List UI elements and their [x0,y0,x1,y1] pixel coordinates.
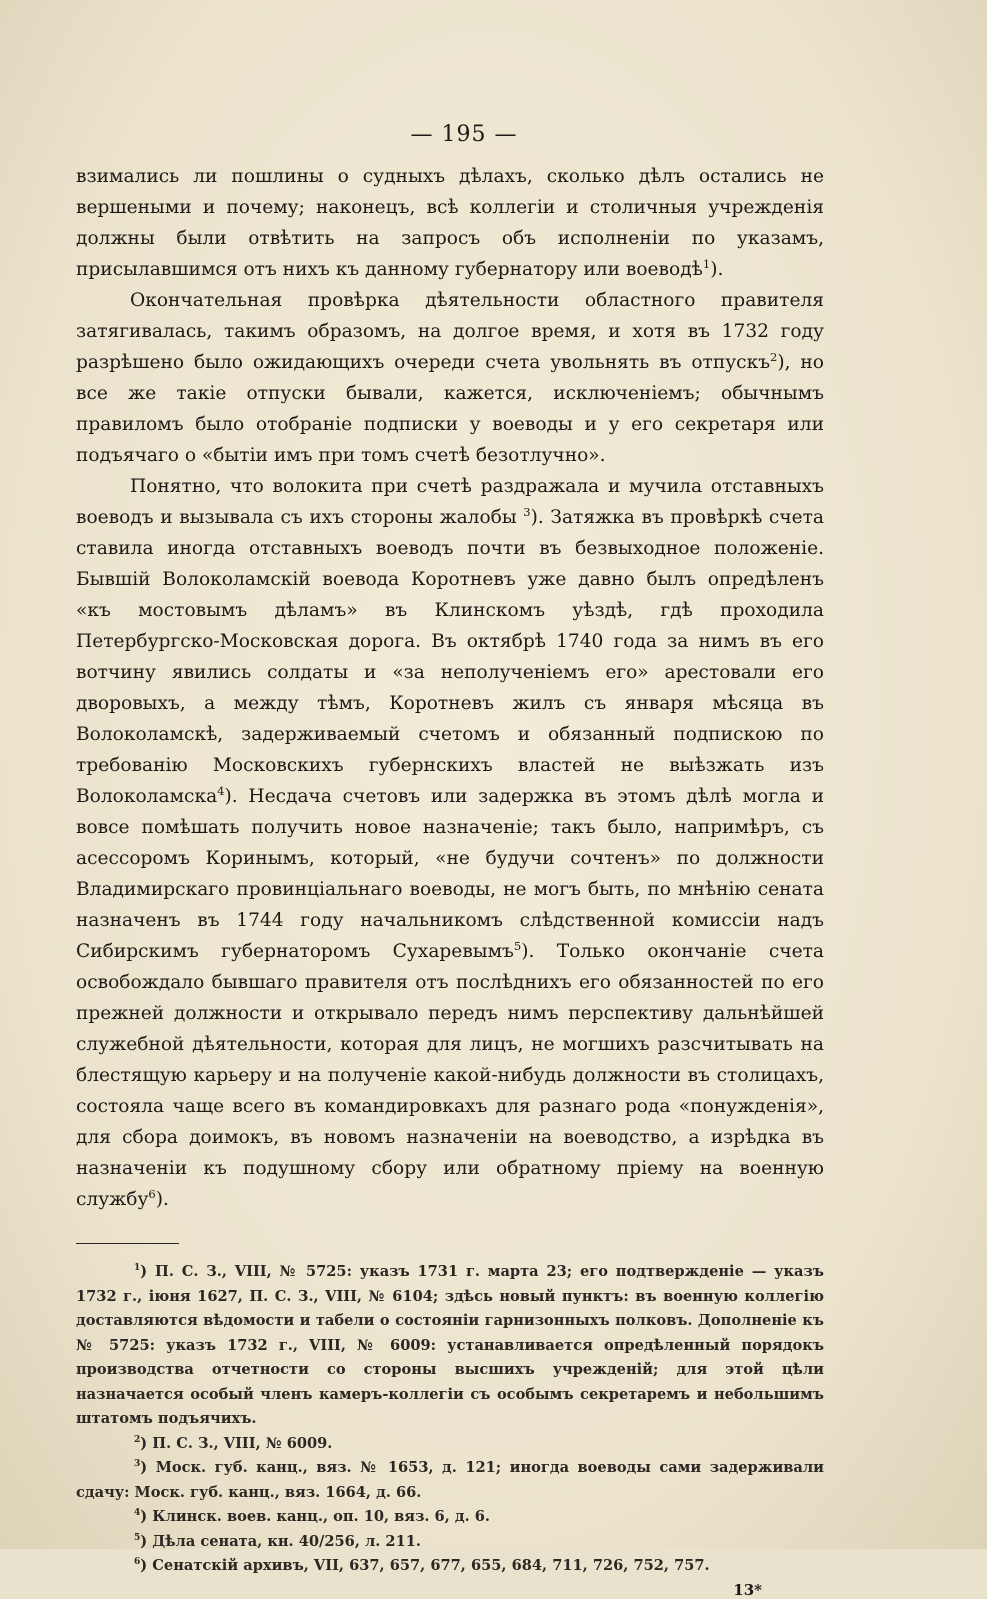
footnote-paren: ) [140,1557,153,1574]
body-text [76,161,824,1215]
footnote [76,1456,824,1505]
paragraph-text: Понятно, что волокита при счетѣ раздражала и мучила отставныхъ воеводъ и вызывала съ ихъ стороны жалобы [76,476,824,528]
paragraph-text: ). Несдача счетовъ или задержка въ этомъ дѣлѣ могла и вовсе помѣшать получить новое назначеніе; такъ было, напримѣръ, съ асессоромъ Коринымъ, который, «не будучи сочтенъ» по должности Владимирскаго провинціальнаго воеводы, не могъ быть, по мнѣнію сената назначенъ въ 1744 году начальникомъ слѣдственной комиссіи надъ Сибирскимъ губернаторомъ Сухаревымъ [76,786,824,962]
paragraph [76,161,824,285]
footnote-text: П. С. З., VIII, № 5725: указъ 1731 г. марта 23; его подтвержденіе — указъ 1732 г., іюня 1627, П. С. З., VIII, № 6104; здѣсь новый пунктъ: въ военную коллегію доставляются вѣдомости и табели о состояніи гарнизонныхъ полковъ. Дополненіе къ № 5725: указъ 1732 г., VIII, № 6009: устанавливается опредѣленный порядокъ производства отчетности со стороны высшихъ учрежденій; для этой цѣли назначается особый членъ камеръ-коллегіи съ особымъ секретаремъ и небольшимъ штатомъ подъячихъ. [76,1263,824,1427]
footnote-ref: 6 [148,1186,156,1201]
footnotes [76,1260,824,1579]
footnote-text: Клинск. воев. канц., оп. 10, вяз. 6, д. 6. [152,1508,490,1525]
footnote-text: Дѣла сената, кн. 40/256, л. 211. [152,1532,421,1550]
paragraph-text: ), но все же такіе отпуски бывали, кажется, исключеніемъ; обычнымъ правиломъ было отобраніе подписки у воеводы и у его секретаря или подъячаго о «бытіи имъ при томъ счетѣ безотлучно». [76,352,824,466]
signature-mark: 13* [733,1580,762,1599]
footnote-text: П. С. З., VIII, № 6009. [152,1434,333,1452]
paragraph-text: Окончательная провѣрка дѣятельности областного правителя затягивалась, такимъ образомъ, на долгое время, и хотя въ 1732 году разрѣшено было ожидающихъ очереди счета увольнять въ отпускъ [76,290,824,373]
footnote-number: 3 [134,1459,141,1470]
footnote-number: 4 [134,1508,141,1519]
footnote [76,1530,824,1555]
footnote-divider [76,1243,179,1244]
footnote [76,1260,824,1432]
footnote [76,1505,824,1530]
footnote-paren: ) [140,1508,153,1525]
paragraph-text: ). Только окончаніе счета освобождало бывшаго правителя отъ послѣднихъ его обязанностей по его прежней должности и открывало передъ нимъ перспективу дальнѣйшей служебной дѣятельности, которая для лицъ, не могшихъ разсчитывать на блестящую карьеру и на полученіе какой-нибудь должности въ столицахъ, состояла чаще всего въ командировкахъ для разнаго рода «понужденія», для сбора доимокъ, въ новомъ назначеніи на воеводство, а изрѣдка въ назначеніи къ подушному сбору или обратному пріему на военную службу [76,941,824,1210]
paragraph-text: ). [155,1189,169,1210]
page-content [76,122,824,1599]
footnote-number: 5 [134,1532,141,1543]
footnote-paren: ) [140,1434,153,1452]
paragraph-text: ). [710,259,724,280]
footnote-paren: ) [140,1532,153,1550]
paragraph [76,471,824,1215]
footnote-number: 2 [134,1434,141,1445]
footnote-number: 6 [134,1557,141,1568]
page-number: — 195 — [410,122,518,147]
footnote-ref: 1 [702,256,711,271]
footnote-ref: 5 [513,938,522,953]
paragraph-text: взимались ли пошлины о судныхъ дѣлахъ, сколько дѣлъ остались не вершеными и почему; наконецъ, всѣ коллегіи и столичныя учрежденія должны были отвѣтить на запросъ объ исполненіи по указамъ, присылавшимся отъ нихъ къ данному губернатору или воеводѣ [76,166,824,280]
footnote [76,1554,824,1579]
footnote-ref: 4 [217,783,225,798]
footnote-paren: ) [140,1263,156,1280]
paragraph-text: ). Затяжка въ провѣркѣ счета ставила иногда отставныхъ воеводъ почти въ безвыходное положеніе. Бывшій Волоколамскій воевода Коротневъ уже давно былъ опредѣленъ «къ мостовымъ дѣламъ» въ Клинскомъ уѣздѣ, гдѣ проходила Петербургско-Московская дорога. Въ октябрѣ 1740 года за нимъ въ его вотчину явились солдаты и «за неполученіемъ его» арестовали его дворовыхъ, а между тѣмъ, Коротневъ жилъ съ января мѣсяца въ Волоколамскѣ, задерживаемый счетомъ и обязанный подпискою по требованію Московскихъ губернскихъ властей не выѣзжать изъ Волоколамска [76,507,825,807]
footnote-number: 1 [134,1263,141,1274]
paragraph [76,285,824,471]
footnote [76,1432,824,1457]
footnote-paren: ) [140,1459,156,1476]
footnote-text: Моск. губ. канц., вяз. № 1653, д. 121; иногда воеводы сами задерживали сдачу: Моск. губ. канц., вяз. 1664, д. 66. [76,1459,824,1501]
footnote-text: Сенатскій архивъ, VII, 637, 657, 677, 655, 684, 711, 726, 752, 757. [152,1557,710,1574]
footnote-ref: 3 [523,504,531,519]
footnote-ref: 2 [770,349,778,364]
